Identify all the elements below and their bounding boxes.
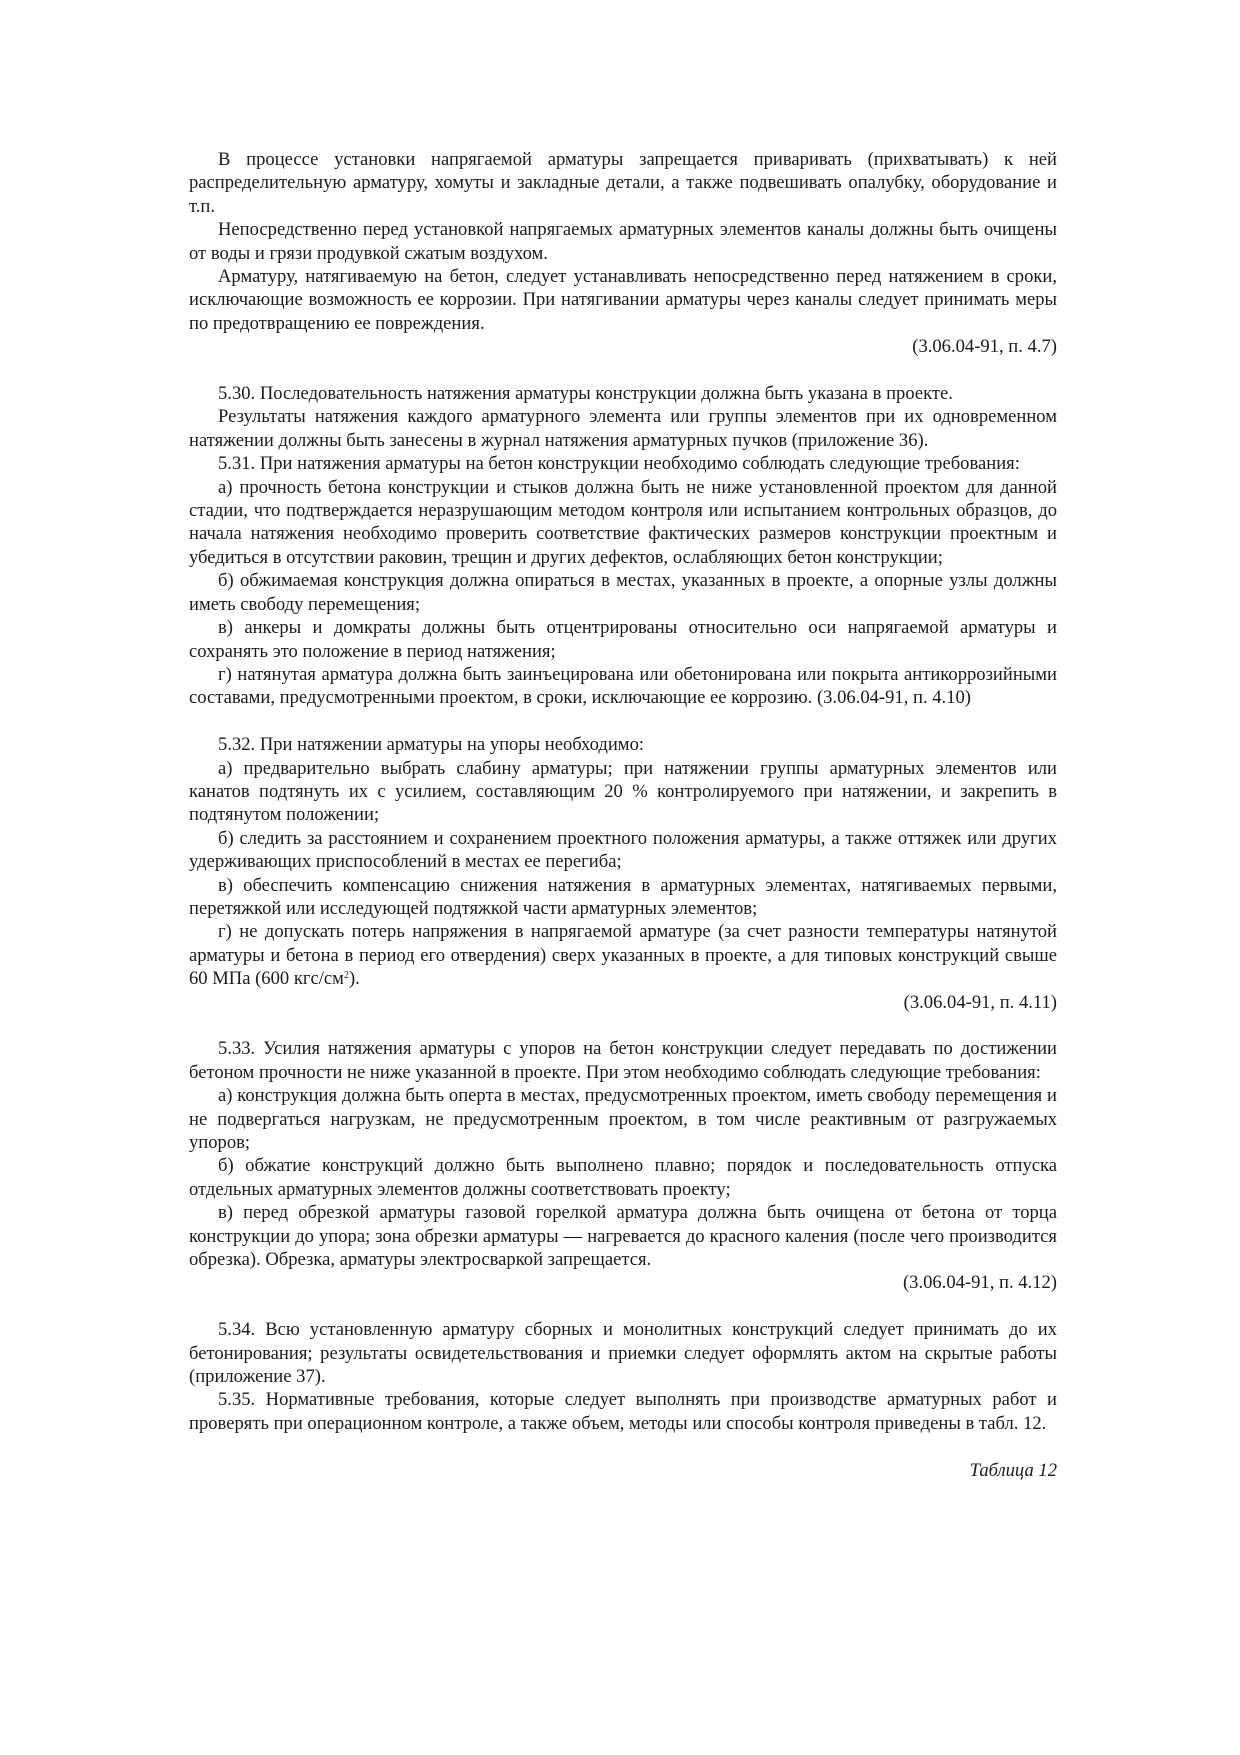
paragraph-5-32: 5.32. При натяжении арматуры на упоры необходимо: <box>218 734 645 756</box>
reference: (3.06.04-91, п. 4.12) <box>902 1272 1057 1294</box>
paragraph-5-30: 5.30. Последовательность натяжения арматуры конструкции должна быть указана в проекте. <box>218 383 953 405</box>
paragraph: В процессе установки напрягаемой арматуры запрещается приваривать (прихватывать) к ней распределительную арматуру, хомуты и закладные детали, а также подвешивать опалубку, оборудование и т.п. <box>189 149 1057 217</box>
list-item: б) обжимаемая конструкция должна опираться в местах, указанных в проекте, а опорные узлы должны иметь свободу перемещения; <box>189 570 1057 615</box>
list-item-tail: ). <box>348 968 360 990</box>
list-item: г) натянутая арматура должна быть заинъецирована или обетонирована или покрыта антикоррозийными составами, предусмотренными проектом, в сроки, исключающие ее коррозию. (3.06.04-91, п. 4.10) <box>189 663 1057 709</box>
spacer <box>189 1295 1057 1318</box>
spacer <box>189 710 1057 733</box>
list-item: в) перед обрезкой арматуры газовой горелкой арматура должна быть очищена от бетона от торца конструкции до упора; зона обрезки арматуры — нагревается до красного каления (после чего производится обрезка). Обрезка, арматуры электросваркой запрещается. <box>189 1202 1057 1271</box>
reference: (3.06.04-91, п. 4.11) <box>903 991 1057 1013</box>
list-item: б) обжатие конструкций должно быть выполнено плавно; порядок и последовательность отпуска отдельных арматурных элементов должны соответствовать проекту; <box>189 1155 1057 1200</box>
list-item: в) анкеры и домкраты должны быть отцентрированы относительно оси напрягаемой арматуры и сохранять это положение в период натяжения; <box>189 617 1057 662</box>
list-item: а) конструкция должна быть оперта в местах, предусмотренных проектом, иметь свободу перемещения и не подвергаться нагрузкам, не предусмотренным проектом, в том числе реактивным от разгружаемых упоров; <box>189 1085 1057 1154</box>
list-item <box>189 920 1057 990</box>
paragraph: Арматуру, натягиваемую на бетон, следует устанавливать непосредственно перед натяжением в сроки, исключающие возможность ее коррозии. При натягивании арматуры через каналы следует принимать меры по предотвращению ее повреждения. <box>189 266 1057 334</box>
paragraph: Непосредственно перед установкой напрягаемых арматурных элементов каналы должны быть очищены от воды и грязи продувкой сжатым воздухом. <box>189 219 1057 264</box>
list-item: б) следить за расстоянием и сохранением проектного положения арматуры, а также оттяжек или других удерживающих приспособлений в местах ее перегиба; <box>189 827 1057 873</box>
document-page <box>189 148 1057 1483</box>
spacer <box>189 1014 1057 1037</box>
paragraph-5-31: 5.31. При натяжения арматуры на бетон конструкции необходимо соблюдать следующие требования: <box>218 453 1020 475</box>
paragraph: Результаты натяжения каждого арматурного элемента или группы элементов при их одновременном натяжении должны быть занесены в журнал натяжения арматурных пучков (приложение 36). <box>189 406 1057 451</box>
paragraph-5-34: 5.34. Всю установленную арматуру сборных и монолитных конструкций следует принимать до их бетонирования; результаты освидетельствования и приемки следует оформлять актом на скрытые работы (приложение 37). <box>189 1319 1057 1388</box>
list-item: а) предварительно выбрать слабину арматуры; при натяжении группы арматурных элементов или канатов подтянуть их с усилием, составляющим 20 % контролируемого при натяжении, и закрепить в подтянутом положении; <box>189 757 1057 826</box>
table-caption: Таблица 12 <box>969 1460 1057 1482</box>
spacer <box>189 359 1057 382</box>
paragraph-5-35: 5.35. Нормативные требования, которые следует выполнять при производстве арматурных работ и проверять при операционном контроле, а также объем, методы или способы контроля приведены в табл. 12. <box>189 1389 1057 1434</box>
list-item: в) обеспечить компенсацию снижения натяжения в арматурных элементах, натягиваемых первыми, перетяжкой или исследующей подтяжкой части арматурных элементов; <box>189 874 1057 919</box>
paragraph-5-33: 5.33. Усилия натяжения арматуры с упоров на бетон конструкции следует передавать по достижении бетоном прочности не ниже указанной в проекте. При этом необходимо соблюдать следующие требования: <box>189 1038 1057 1083</box>
list-item-text: г) не допускать потерь напряжения в напрягаемой арматуре (за счет разности температуры натянутой арматуры и бетона в период его отвердения) сверх указанных в проекте, а для типовых конструкций свыше 60 МПа (600 кгс/см <box>189 921 1057 990</box>
reference: (3.06.04-91, п. 4.7) <box>912 336 1057 358</box>
list-item: а) прочность бетона конструкции и стыков должна быть не ниже установленной проектом для данной стадии, что подтверждается неразрушающим методом контроля или испытанием контрольных образцов, до начала натяжения необходимо проверить соответствие фактических размеров конструкции проектным и убедиться в отсутствии раковин, трещин и других дефектов, ослабляющих бетон конструкции; <box>189 476 1057 568</box>
superscript: 2 <box>343 970 349 982</box>
spacer <box>189 1435 1057 1459</box>
